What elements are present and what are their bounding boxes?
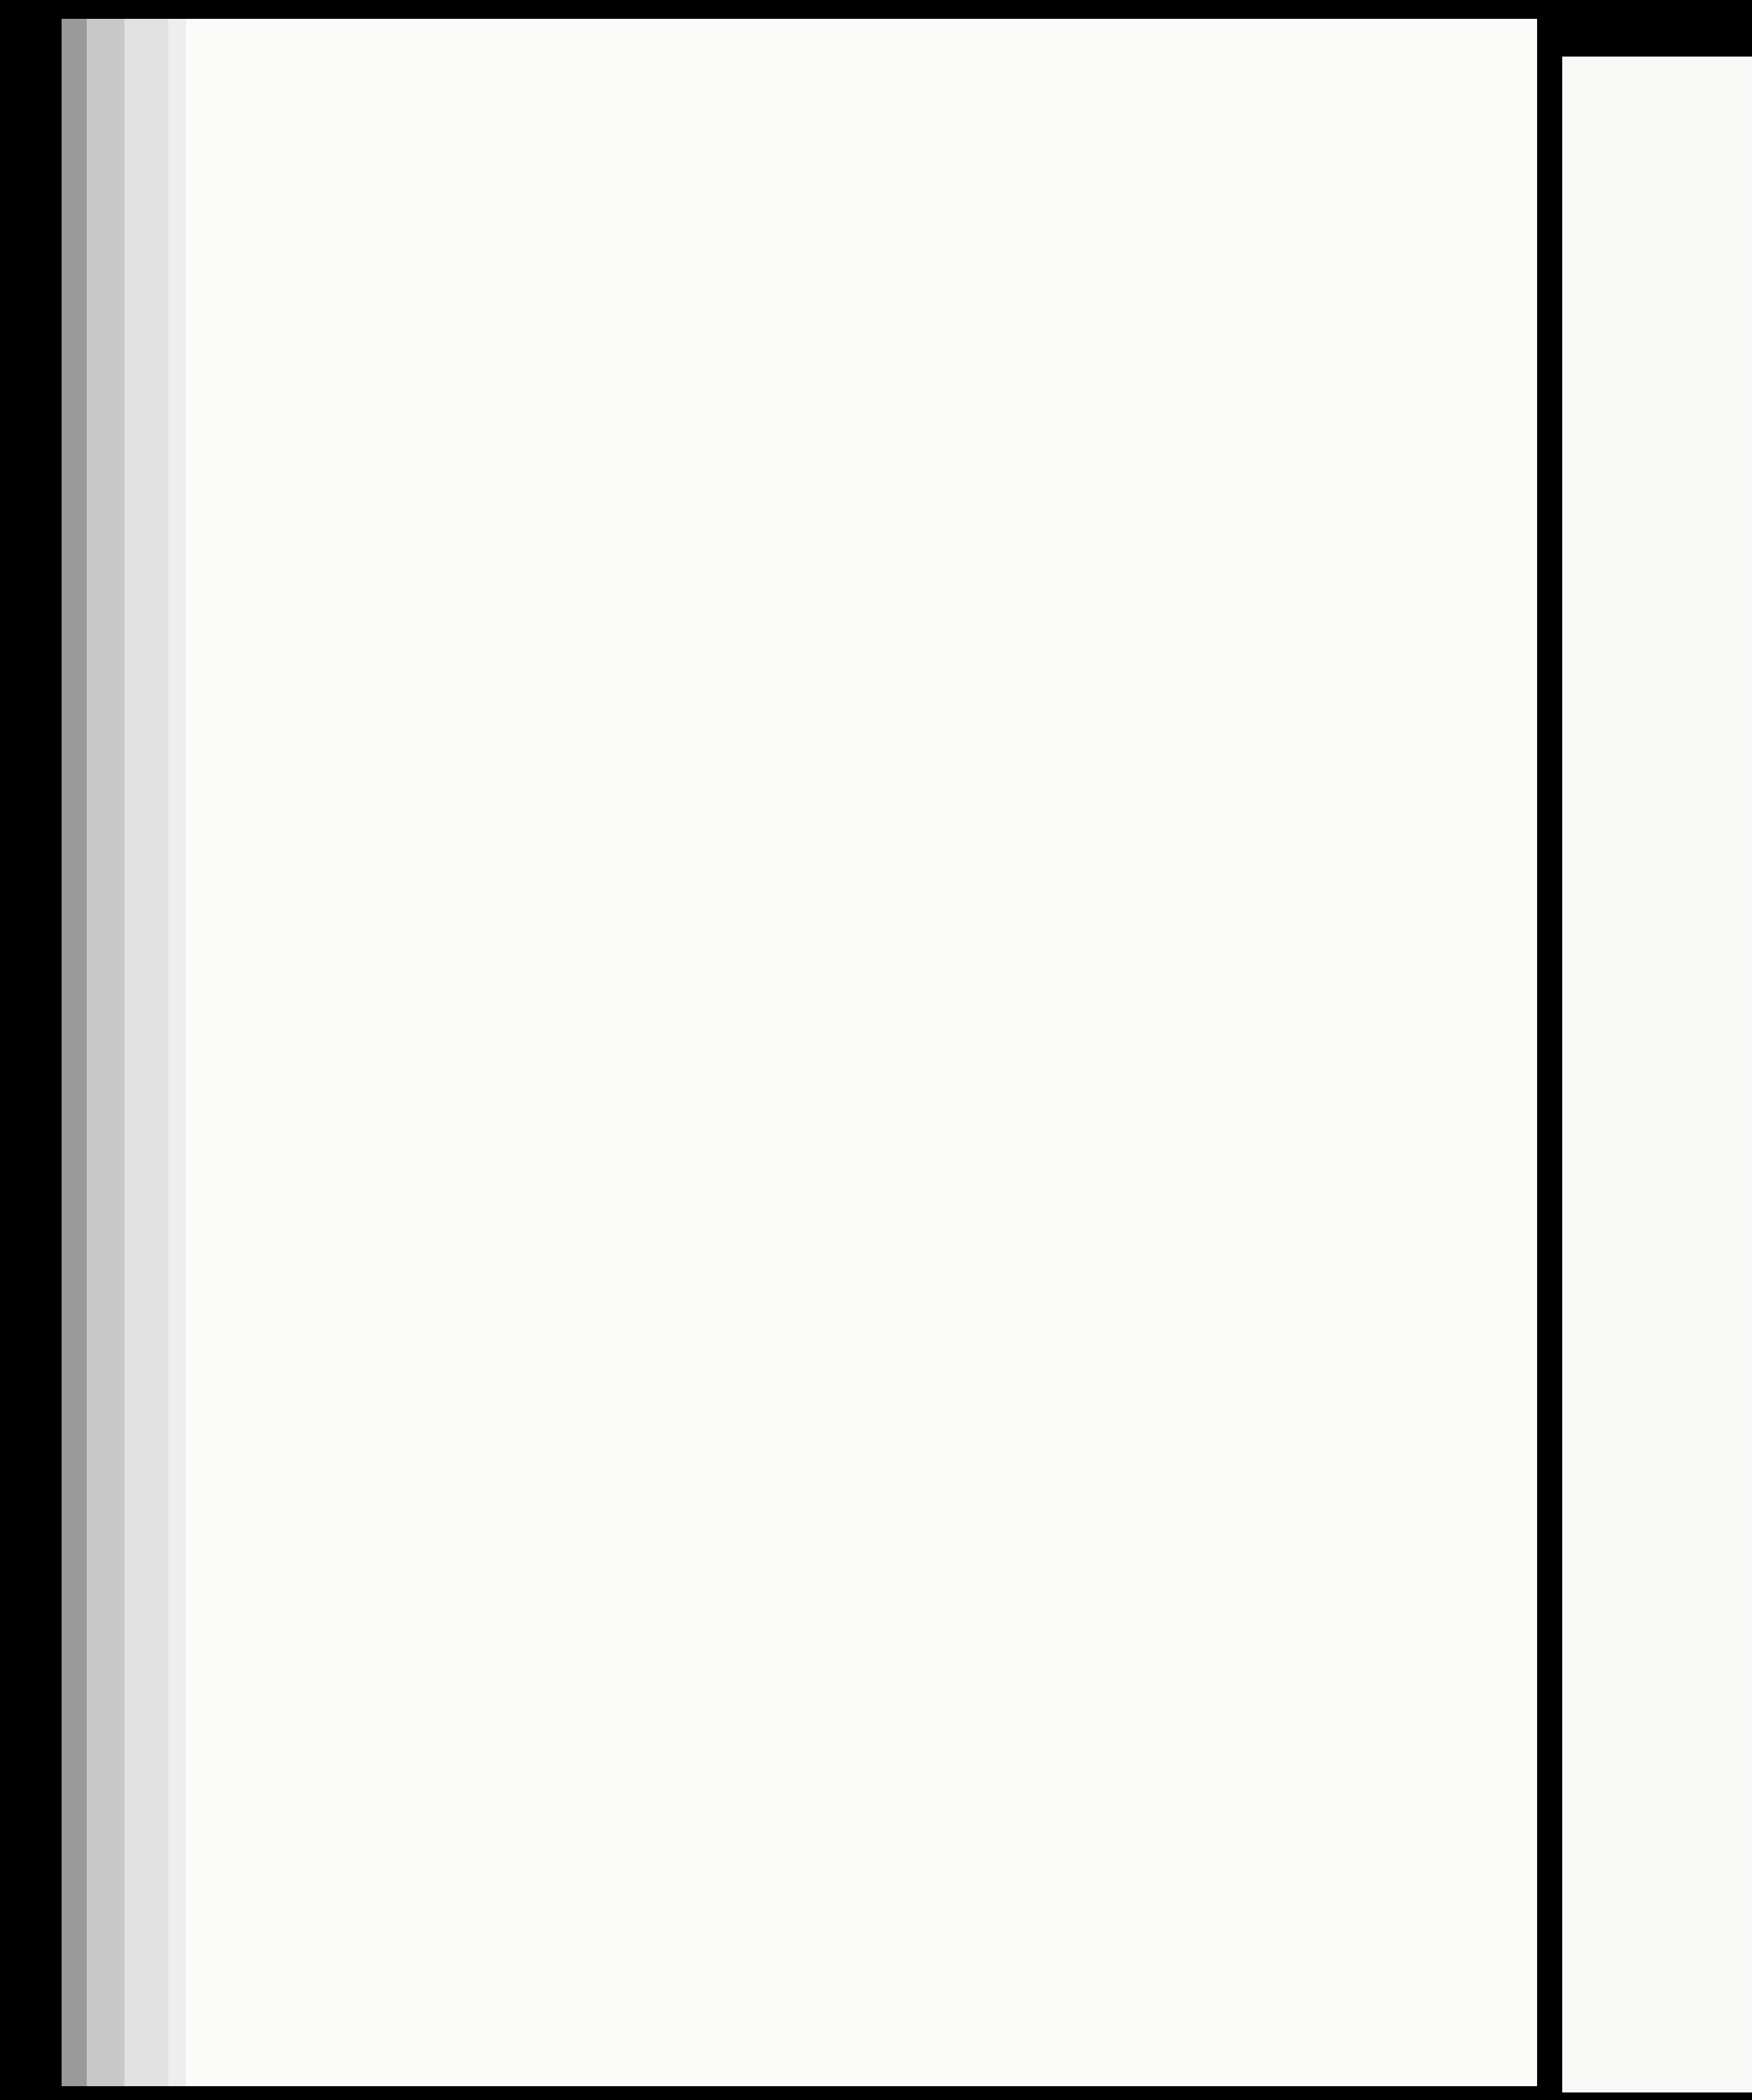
left-page bbox=[186, 19, 1537, 2086]
resolution-2 bbox=[439, 1651, 1398, 1679]
resolutions-intro bbox=[439, 1322, 1398, 1350]
page-gutter bbox=[1537, 0, 1562, 2100]
right-page-fragment bbox=[1562, 57, 1752, 2092]
book-edge bbox=[87, 19, 124, 2086]
resolution-1 bbox=[439, 1361, 1398, 1389]
book-edge bbox=[168, 19, 187, 2086]
book-edge bbox=[124, 19, 168, 2086]
book-edge bbox=[62, 19, 87, 2086]
